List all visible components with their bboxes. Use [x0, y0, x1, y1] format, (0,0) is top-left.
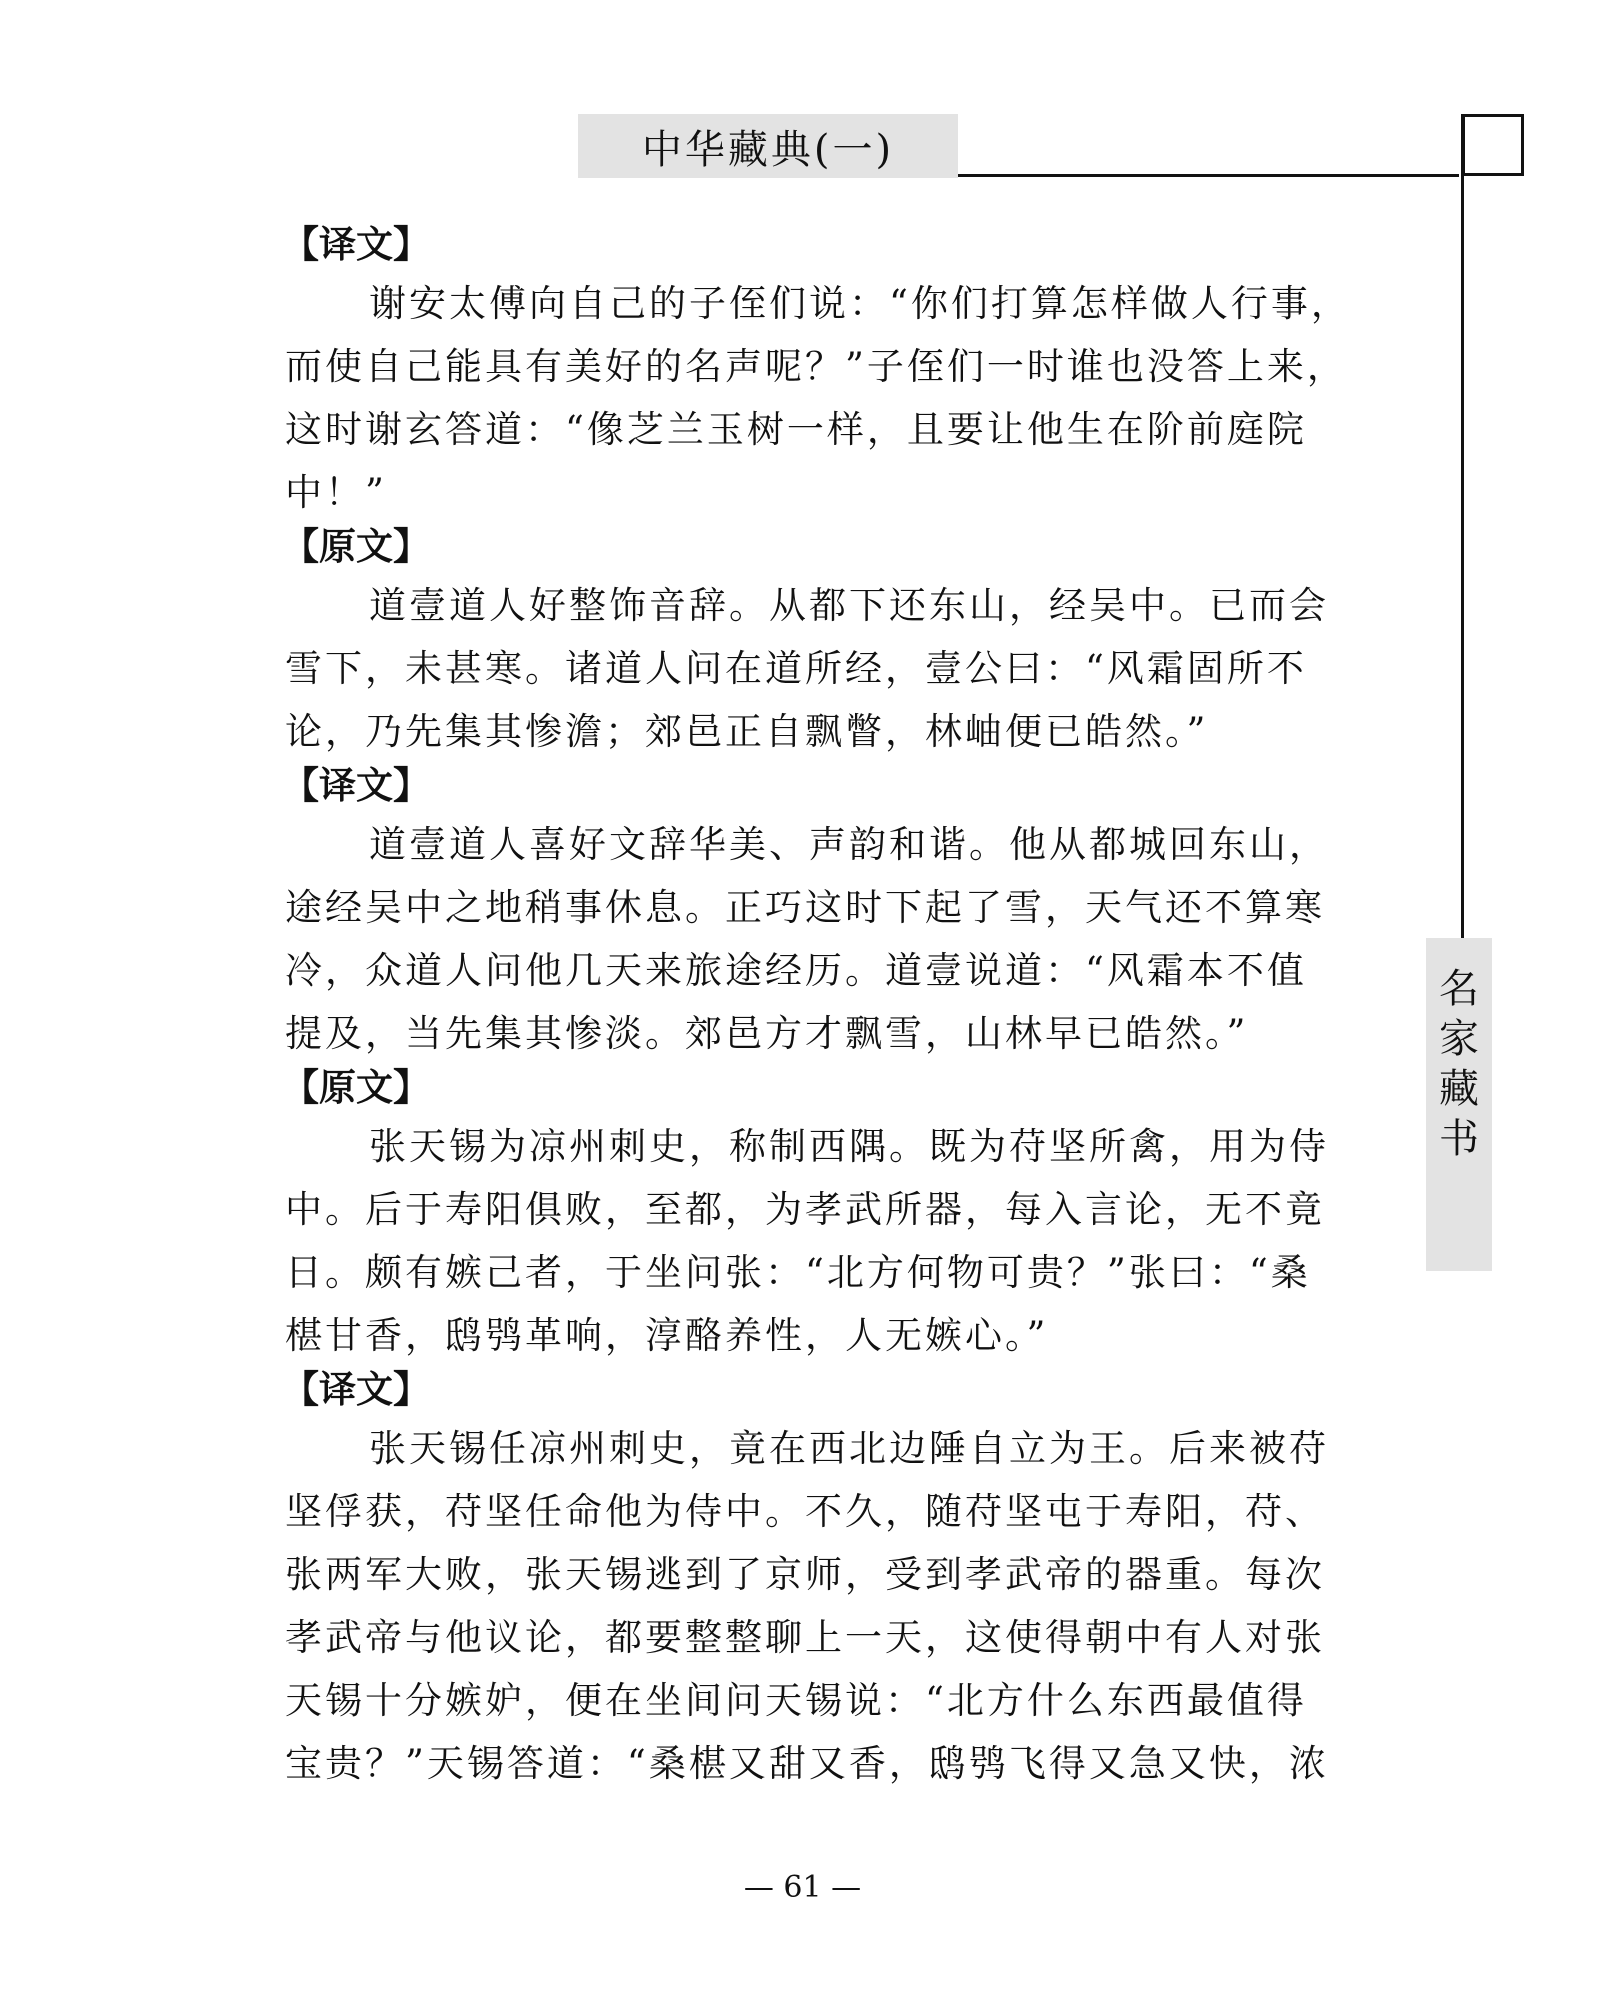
text-line: 道壹道人喜好文辞华美、声韵和谐。他从都城回东山，: [369, 823, 1329, 866]
text-line: 中！”: [285, 471, 387, 514]
page-number: — 61 —: [743, 1870, 862, 1905]
text-line: 椹甘香，鸱鸮革响，淳酪养性，人无嫉心。”: [285, 1314, 1049, 1357]
side-tab: [1426, 938, 1492, 1271]
running-header: [578, 114, 958, 178]
text-line: 宝贵？”天锡答道：“桑椹又甜又香，鸱鸮飞得又急又快，浓: [285, 1742, 1329, 1785]
corner-square: [1462, 114, 1524, 176]
text-line: 道壹道人好整饰音辞。从都下还东山，经吴中。已而会: [369, 584, 1329, 627]
paragraph: [285, 1115, 1375, 1367]
text-line: 张两军大败，张天锡逃到了京师，受到孝武帝的器重。每次: [285, 1553, 1325, 1596]
text-line: 提及，当先集其惨淡。郊邑方才飘雪，山林早已皓然。”: [285, 1012, 1249, 1055]
paragraph: [285, 272, 1375, 524]
section-heading: 【译文】: [282, 764, 430, 807]
side-tab-char: 藏: [1439, 1066, 1479, 1112]
side-tab-char: 家: [1439, 1016, 1479, 1062]
text-line: 孝武帝与他议论，都要整整聊上一天，这使得朝中有人对张: [285, 1616, 1325, 1659]
text-line: 日。颇有嫉己者，于坐问张：“北方何物可贵？”张曰：“桑: [285, 1251, 1311, 1294]
text-line: 坚俘获，苻坚任命他为侍中。不久，随苻坚屯于寿阳，苻、: [285, 1490, 1325, 1533]
text-line: 这时谢玄答道：“像芝兰玉树一样，且要让他生在阶前庭院: [285, 408, 1307, 451]
paragraph: [285, 1417, 1375, 1795]
header-rule: [958, 174, 1459, 177]
section-heading: 【译文】: [282, 1368, 430, 1411]
body-text: [282, 222, 1385, 1795]
text-line: 张天锡任凉州刺史，竟在西北边陲自立为王。后来被苻: [369, 1427, 1329, 1470]
section-heading: 【原文】: [282, 1066, 430, 1109]
text-line: 雪下，未甚寒。诸道人问在道所经，壹公曰：“风霜固所不: [285, 647, 1307, 690]
text-line: 而使自己能具有美好的名声呢？”子侄们一时谁也没答上来，: [285, 345, 1347, 388]
side-tab-char: 书: [1439, 1116, 1479, 1162]
paragraph: [285, 574, 1375, 763]
section-heading: 【原文】: [282, 525, 430, 568]
text-line: 论，乃先集其惨澹；郊邑正自飘瞥，林岫便已皓然。”: [285, 710, 1209, 753]
text-line: 中。后于寿阳俱败，至都，为孝武所器，每入言论，无不竟: [285, 1188, 1325, 1231]
side-tab-char: 名: [1439, 966, 1479, 1012]
margin-rule: [1461, 114, 1464, 938]
book-title: 中华藏典(一): [641, 126, 895, 173]
text-line: 张天锡为凉州刺史，称制西隅。既为苻坚所禽，用为侍: [369, 1125, 1329, 1168]
paragraph: [285, 813, 1375, 1065]
section-heading: 【译文】: [282, 223, 430, 266]
text-line: 谢安太傅向自己的子侄们说：“你们打算怎样做人行事，: [369, 282, 1351, 325]
text-line: 途经吴中之地稍事休息。正巧这时下起了雪，天气还不算寒: [285, 886, 1325, 929]
text-line: 天锡十分嫉妒，便在坐间问天锡说：“北方什么东西最值得: [285, 1679, 1307, 1722]
text-line: 冷，众道人问他几天来旅途经历。道壹说道：“风霜本不值: [285, 949, 1307, 992]
